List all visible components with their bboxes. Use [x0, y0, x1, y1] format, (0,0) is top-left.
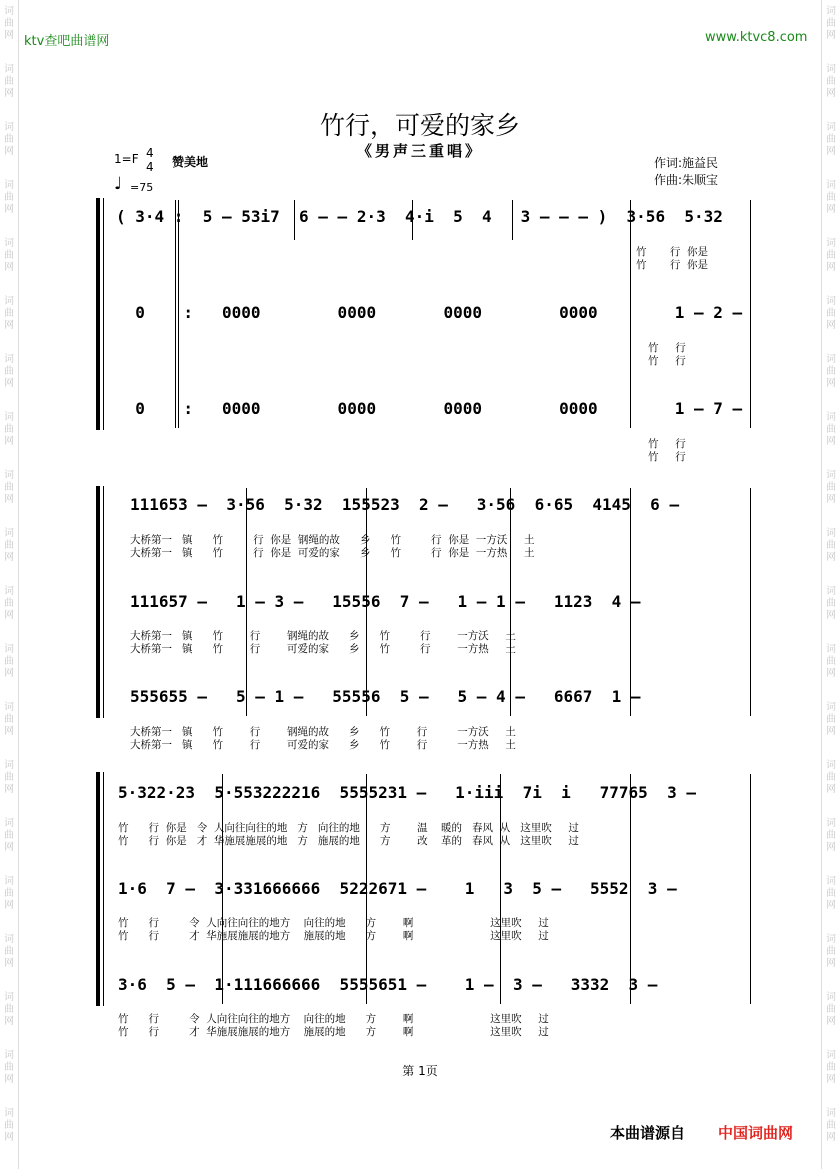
time-signature-top: 4: [146, 146, 154, 160]
page-number: 第 1页: [402, 1064, 438, 1078]
expression-mark: 赞美地: [172, 155, 209, 169]
composer-credit: 作曲:朱顺宝: [654, 173, 719, 187]
time-signature: [146, 146, 154, 174]
song-subtitle: 《男声三重唱》: [356, 142, 483, 160]
part-2-lyric-verse-1: 竹 行: [648, 342, 686, 354]
part-1-lyric-verse-2: 竹 行 你是 才 华施展施展的地 方 施展的地 方 改 革的 春风 从 这里吹 过: [118, 835, 579, 847]
right-watermark-strip: 词 曲 网 词 曲 网 词 曲 网 词 曲 网 词 曲 网 词 曲 网 词 曲 网 词 曲 网 词 曲 网 词 曲 网 词 曲 网 词 曲 网 词 曲 网 词 曲 网 词 曲 网 词 曲 网 词 曲 网 词 曲 网 词 曲 网 词 曲 网: [821, 0, 840, 1169]
part-2-lyric-verse-1: 大桥第一 镇 竹 行 钢绳的故 乡 竹 行 一方沃 土: [130, 630, 516, 642]
key-signature: 1=F: [114, 152, 139, 166]
part-3-lyric-verse-2: 大桥第一 镇 竹 行 可爱的家 乡 竹 行 一方热 土: [130, 739, 516, 751]
part-3-lyric-verse-1: 大桥第一 镇 竹 行 钢绳的故 乡 竹 行 一方沃 土: [130, 726, 516, 738]
part-3-music: 3·6 5 – 1·111666666 5555651 – 1 – 3 – 3332 3 –: [118, 975, 658, 994]
system-1-bracket: [96, 198, 110, 430]
part-2-lyric-verse-1: 竹 行 令 人向往向往的地方 向往的地 方 啊 这里吹 过: [118, 917, 549, 929]
header-site-link[interactable]: ktv查吧曲谱网: [24, 34, 110, 49]
part-1-music: ( 3·4 : 5 – 53i7 6 – – 2·3 4·i 5 4 3 – – – ) 3·56 5·32: [116, 207, 723, 226]
part-2-music: 0 : 0000 0000 0000 0000 1 – 2 –: [116, 303, 743, 322]
part-3-lyric-verse-1: 竹 行: [648, 438, 686, 450]
part-2-music: 1·6 7 – 3·331666666 5222671 – 1 3 5 – 5552 3 –: [118, 879, 677, 898]
part-2-music: 111657 – 1 – 3 – 15556 7 – 1 – 1 – 1123 4 –: [130, 592, 641, 611]
part-1-lyric-verse-1: 竹 行 你是 令 人向往向往的地 方 向往的地 方 温 暖的 春风 从 这里吹 过: [118, 822, 579, 834]
barline: [750, 774, 751, 1004]
footer-source-label: 本曲谱源自: [610, 1124, 686, 1142]
barline: [750, 200, 751, 428]
system-2-bracket: [96, 486, 110, 718]
lyricist-credit: 作词:施益民: [654, 156, 719, 170]
part-3-lyric-verse-2: 竹 行: [648, 451, 686, 463]
tempo-mark: =75: [130, 181, 154, 194]
part-1-lyric-verse-2: 大桥第一 镇 竹 行 你是 可爱的家 乡 竹 行 你是 一方热 土: [130, 547, 535, 559]
part-3-lyric-verse-2: 竹 行 才 华施展施展的地方 施展的地 方 啊 这里吹 过: [118, 1026, 549, 1038]
song-title: 竹行，可爱的家乡: [319, 111, 520, 140]
part-3-lyric-verse-1: 竹 行 令 人向往向往的地方 向往的地 方 啊 这里吹 过: [118, 1013, 549, 1025]
part-1-lyric-verse-1: 大桥第一 镇 竹 行 你是 钢绳的故 乡 竹 行 你是 一方沃 土: [130, 534, 535, 546]
system-3-bracket: [96, 772, 110, 1006]
part-1-lyric-verse-2: 竹 行 你是: [636, 259, 709, 271]
part-2-lyric-verse-2: 大桥第一 镇 竹 行 可爱的家 乡 竹 行 一方热 土: [130, 643, 516, 655]
part-1-lyric-verse-1: 竹 行 你是: [636, 246, 709, 258]
part-3-music: 555655 – 5 – 1 – 55556 5 – 5 – 4 – 6667 1 –: [130, 687, 641, 706]
time-signature-bottom: 4: [146, 160, 154, 174]
part-1-music: 5·322·23 5·553222216 5555231 – 1·iii 7i i 77765 3 –: [118, 783, 696, 802]
left-watermark-strip: 词 曲 网 词 曲 网 词 曲 网 词 曲 网 词 曲 网 词 曲 网 词 曲 网 词 曲 网 词 曲 网 词 曲 网 词 曲 网 词 曲 网 词 曲 网 词 曲 网 词 曲 网 词 曲 网 词 曲 网 词 曲 网 词 曲 网 词 曲 网: [0, 0, 19, 1169]
part-2-lyric-verse-2: 竹 行 才 华施展施展的地方 施展的地 方 啊 这里吹 过: [118, 930, 549, 942]
quarter-note-icon: ♩: [114, 174, 123, 194]
part-2-lyric-verse-2: 竹 行: [648, 355, 686, 367]
footer-source-site-link[interactable]: 中国词曲网: [718, 1124, 794, 1142]
header-url-link[interactable]: www.ktvc8.com: [705, 30, 808, 45]
part-3-music: 0 : 0000 0000 0000 0000 1 – 7 –: [116, 399, 743, 418]
barline: [750, 488, 751, 716]
part-1-music: 111653 – 3·56 5·32 155523 2 – 3·56 6·65 4145 6 –: [130, 495, 680, 514]
